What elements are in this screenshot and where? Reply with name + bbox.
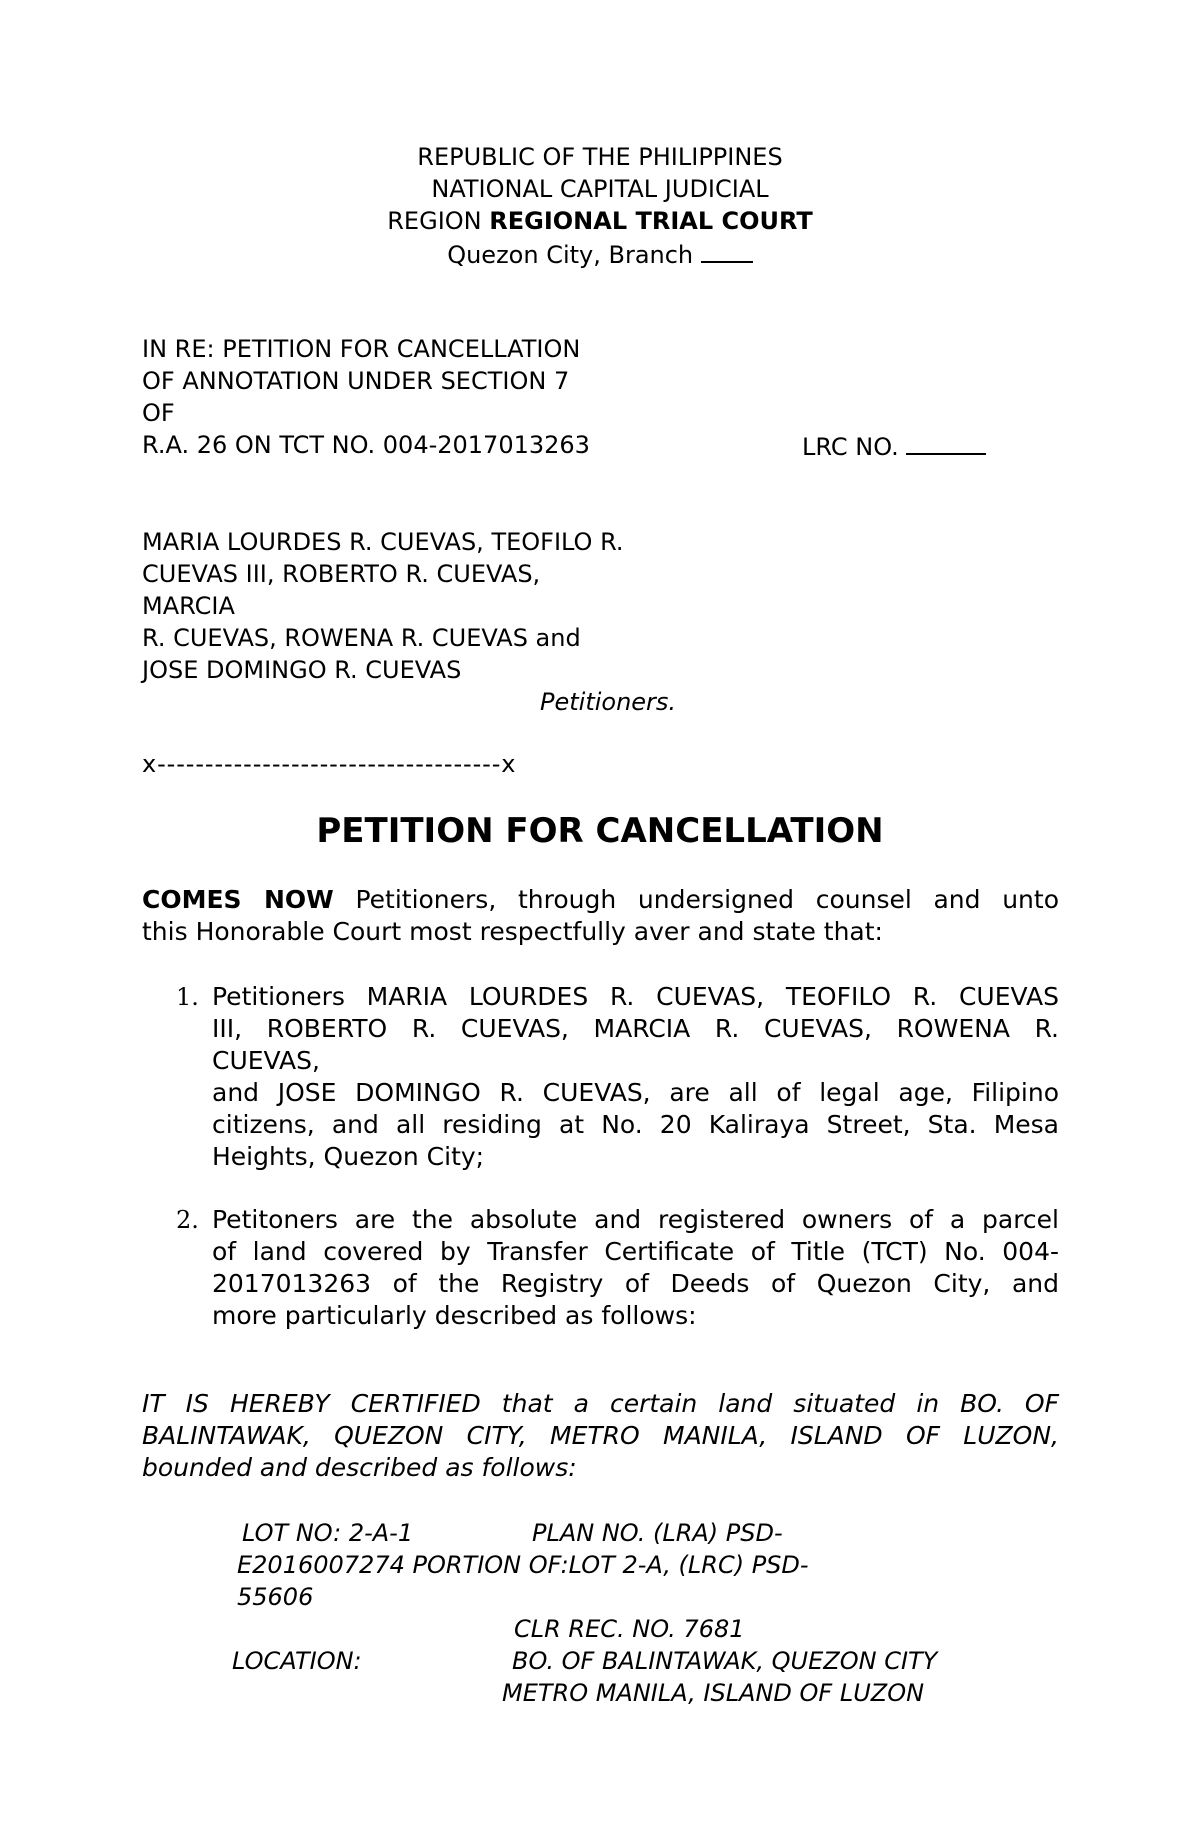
- item-2-line: of land covered by Transfer Certificate of Title (TCT) No. 004-: [212, 1237, 1059, 1266]
- location-label: LOCATION:: [232, 1647, 362, 1675]
- caption-line: IN RE: PETITION FOR CANCELLATION: [142, 335, 581, 363]
- intro-line-1: [142, 884, 1059, 916]
- header-region: REGION: [387, 207, 490, 235]
- lot-number: LOT NO: 2-A-1: [242, 1519, 414, 1547]
- header-republic: REPUBLIC OF THE PHILIPPINES: [417, 143, 783, 171]
- branch-blank: [701, 237, 753, 263]
- petitioners-role: Petitioners.: [540, 688, 677, 716]
- header-branch: [0, 237, 1200, 271]
- location-line: BO. OF BALINTAWAK, QUEZON CITY: [512, 1647, 938, 1675]
- lot-portion: E2016007274 PORTION OF:LOT 2-A, (LRC) PSD-: [237, 1551, 809, 1579]
- caption-line: OF ANNOTATION UNDER SECTION 7: [142, 367, 570, 395]
- party-line: MARCIA: [142, 592, 235, 620]
- intro-line-2: this Honorable Court most respectfully aver and state that:: [142, 917, 883, 946]
- item-2-line: 2017013263 of the Registry of Deeds of Quezon City, and: [212, 1269, 1059, 1298]
- header-judicial: NATIONAL CAPITAL JUDICIAL: [431, 175, 769, 203]
- clr-record: CLR REC. NO. 7681: [514, 1615, 745, 1643]
- item-number: 1.: [176, 983, 199, 1011]
- certification-line: IT IS HEREBY CERTIFIED that a certain land situated in BO. OF: [142, 1389, 1059, 1418]
- lrc-label: LRC NO.: [802, 433, 907, 461]
- certification-line: bounded and described as follows:: [142, 1453, 577, 1482]
- item-1-line: citizens, and all residing at No. 20 Kaliraya Street, Sta. Mesa: [212, 1110, 1059, 1139]
- party-line: JOSE DOMINGO R. CUEVAS: [142, 656, 462, 684]
- item-1-line: Heights, Quezon City;: [212, 1142, 485, 1171]
- item-1-line: and JOSE DOMINGO R. CUEVAS, are all of legal age, Filipino: [212, 1078, 1059, 1107]
- plan-number: PLAN NO. (LRA) PSD-: [532, 1519, 783, 1547]
- item-1-line: Petitioners MARIA LOURDES R. CUEVAS, TEOFILO R. CUEVAS: [212, 982, 1059, 1011]
- caption-separator: x------------------------------------x: [142, 750, 517, 778]
- header-court: [0, 205, 1200, 237]
- caption-line: OF: [142, 399, 175, 427]
- location-line: METRO MANILA, ISLAND OF LUZON: [502, 1679, 925, 1707]
- lrc-number: [802, 429, 986, 463]
- item-1-line: CUEVAS,: [212, 1046, 320, 1075]
- comes-now: COMES NOW: [142, 885, 334, 914]
- lrc-blank: [906, 429, 986, 455]
- certification-line: BALINTAWAK, QUEZON CITY, METRO MANILA, ISLAND OF LUZON,: [142, 1421, 1059, 1450]
- item-2-line: Petitoners are the absolute and registered owners of a parcel: [212, 1205, 1059, 1234]
- header-branch-text: Quezon City, Branch: [447, 241, 701, 269]
- lot-plan-suffix: 55606: [237, 1583, 314, 1611]
- item-2-line: more particularly described as follows:: [212, 1301, 697, 1330]
- party-line: CUEVAS III, ROBERTO R. CUEVAS,: [142, 560, 541, 588]
- party-line: MARIA LOURDES R. CUEVAS, TEOFILO R.: [142, 528, 624, 556]
- caption-line: R.A. 26 ON TCT NO. 004-2017013263: [142, 431, 590, 459]
- item-number: 2.: [176, 1206, 199, 1234]
- item-1-line: III, ROBERTO R. CUEVAS, MARCIA R. CUEVAS, ROWENA R.: [212, 1014, 1059, 1043]
- petition-title: PETITION FOR CANCELLATION: [316, 811, 884, 851]
- party-line: R. CUEVAS, ROWENA R. CUEVAS and: [142, 624, 581, 652]
- intro-text: Petitioners, through undersigned counsel and unto: [333, 885, 1059, 914]
- header-trial-court: REGIONAL TRIAL COURT: [489, 207, 813, 235]
